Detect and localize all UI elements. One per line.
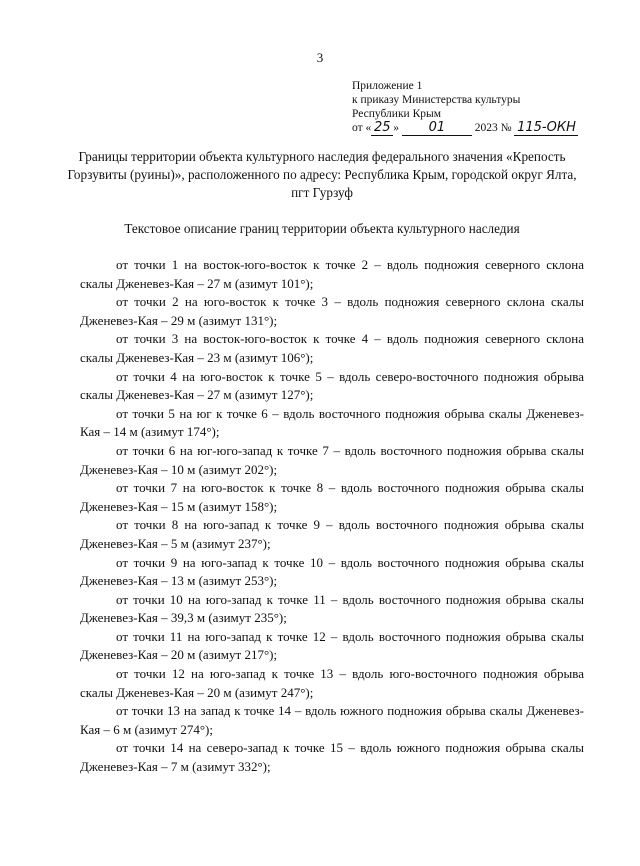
paragraph: от точки 13 на запад к точке 14 – вдоль южного подножия обрыва скалы Дженевез-Кая – 6 м (азимут 274°); [80, 703, 584, 737]
order-prefix: от « [352, 122, 372, 134]
appendix-block [352, 79, 592, 136]
appendix-order-ref: к приказу Министерства культуры [352, 94, 521, 106]
paragraph: от точки 4 на юго-восток к точке 5 – вдоль северо-восточного подножия обрыва скалы Дженевез-Кая – 27 м (азимут 127°); [80, 368, 584, 403]
order-day: 25 [371, 121, 393, 136]
paragraph: от точки 8 на юго-запад к точке 9 – вдоль восточного подножия обрыва скалы Дженевез-Кая – 5 м (азимут 237°); [80, 517, 584, 551]
appendix-title: Приложение 1 [352, 80, 423, 92]
paragraph: от точки 2 на юго-восток к точке 3 – вдоль подножия северного склона скалы Дженевез-Кая – 29 м (азимут 131°); [80, 294, 584, 328]
paragraph: от точки 3 на восток-юго-восток к точке 4 – вдоль подножия северного склона скалы Дженевез-Кая – 23 м (азимут 106°); [80, 331, 584, 365]
paragraph: от точки 6 на юг-юго-запад к точке 7 – вдоль восточного подножия обрыва скалы Дженевез-Кая – 10 м (азимут 202°); [80, 442, 584, 477]
paragraph: от точки 11 на юго-запад к точке 12 – вдоль восточного подножия обрыва скалы Дженевез-Кая – 20 м (азимут 217°); [80, 628, 584, 663]
order-month: 01 [402, 121, 472, 136]
paragraph: от точки 12 на юго-запад к точке 13 – вдоль юго-восточного подножия обрыва скалы Дженевез-Кая – 20 м (азимут 247°); [80, 666, 584, 700]
page-number: 3 [316, 50, 324, 65]
order-number: 115-ОКН [514, 121, 578, 136]
paragraph: от точки 5 на юг к точке 6 – вдоль восточного подножия обрыва скалы Дженевез-Кая – 14 м (азимут 174°); [80, 405, 584, 440]
appendix-republic: Республики Крым [352, 108, 441, 120]
boundary-description [80, 256, 584, 777]
document-subtitle: Текстовое описание границ территории объекта культурного наследия [124, 221, 520, 236]
paragraph: от точки 14 на северо-запад к точке 15 – вдоль южного подножия обрыва скалы Дженевез-Кая – 7 м (азимут 332°); [80, 740, 584, 775]
order-date-line [352, 121, 592, 136]
document-title: Границы территории объекта культурного наследия федерального значения «Крепость Горзувиты (руины)», расположенного по адресу: Республика Крым, городской округ Ялта, пгт Гурзуф [67, 149, 577, 200]
paragraph: от точки 10 на юго-запад к точке 11 – вдоль восточного подножия обрыва скалы Дженевез-Кая – 39,3 м (азимут 235°); [80, 591, 584, 626]
paragraph: от точки 7 на юго-восток к точке 8 – вдоль восточного подножия обрыва скалы Дженевез-Кая – 15 м (азимут 158°); [80, 480, 584, 514]
order-year: 2023 № [474, 122, 512, 134]
order-mid: » [393, 122, 399, 134]
paragraph: от точки 9 на юго-запад к точке 10 – вдоль восточного подножия обрыва скалы Дженевез-Кая – 13 м (азимут 253°); [80, 554, 584, 589]
paragraph: от точки 1 на восток-юго-восток к точке 2 – вдоль подножия северного склона скалы Дженевез-Кая – 27 м (азимут 101°); [80, 257, 584, 291]
